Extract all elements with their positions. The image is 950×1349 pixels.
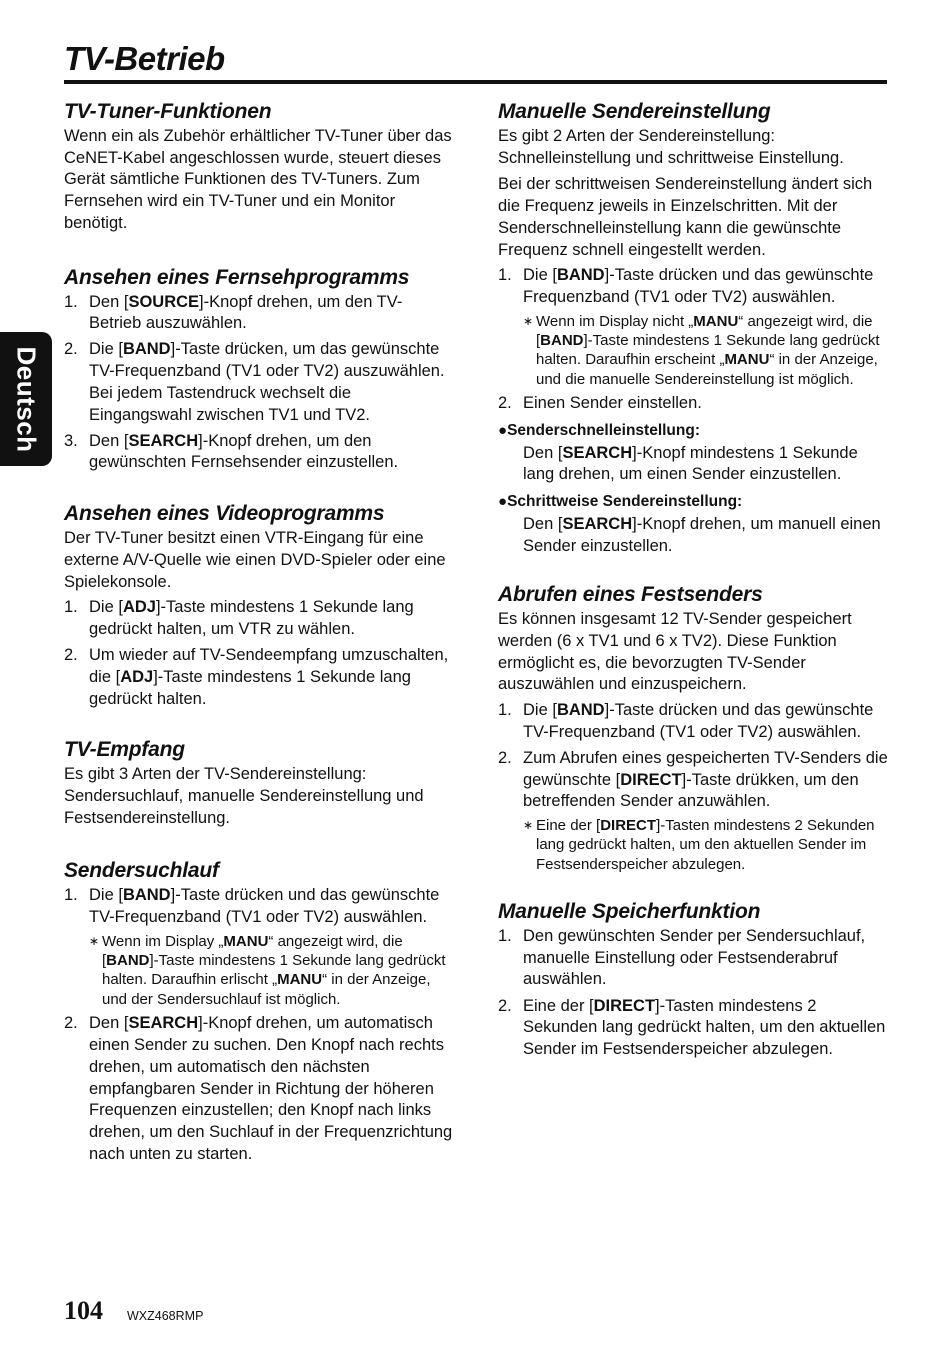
list-item: 1. Die [BAND]-Taste drücken und das gewünschte TV-Frequenzband (TV1 oder TV2) auswählen. <box>498 701 874 741</box>
paragraph: Es gibt 2 Arten der Sendereinstellung: Schnelleinstellung und schrittweise Einstellung. <box>498 127 844 167</box>
list-item: 2. Um wieder auf TV-Sendeempfang umzuschalten, die [ADJ]-Taste mindestens 1 Sekunde lang gedrückt halten. <box>64 646 449 708</box>
section-tv-tuner-funktionen <box>64 98 454 235</box>
section-heading: Abrufen eines Festsenders <box>498 583 763 607</box>
section-heading: Sendersuchlauf <box>64 859 219 883</box>
bullet-text: Den [SEARCH]-Knopf mindestens 1 Sekunde lang drehen, um einen Sender einzustellen. <box>523 443 858 484</box>
section-tv-empfang <box>64 736 454 829</box>
section-festsender <box>498 581 890 874</box>
list-item: 2. Den [SEARCH]-Knopf drehen, um automatisch einen Sender zu suchen. Den Knopf nach rechts drehen, um automatisch den nächsten empfangbaren Sender in Richtung der höheren Frequenzen einzustellen; den Knopf nach links drehen, um den Suchlauf in der Frequenzrichtung nach unten zu starten. <box>64 1014 453 1163</box>
paragraph: Wenn ein als Zubehör erhältlicher TV-Tuner über das CeNET-Kabel angeschlossen wurde, steuert dieses Gerät sämtliche Funktionen des TV-Tuners. Zum Fernsehen wird ein TV-Tuner und ein Monitor benötigt. <box>64 127 452 232</box>
section-heading: Ansehen eines Fernsehprogramms <box>64 265 410 289</box>
note: ∗ Wenn im Display nicht „MANU“ angezeigt wird, die [BAND]-Taste mindestens 1 Sekunde lang gedrückt halten. Daraufhin erscheint „MANU“ in der Anzeige, und die manuelle Sendereinstellung ist möglich. <box>523 312 880 388</box>
section-heading: TV-Tuner-Funktionen <box>64 100 272 123</box>
paragraph: Bei der schrittweisen Sendereinstellung ändert sich die Frequenz jeweils in Einzelschritten. Mit der Senderschnelleinstellung kann die gewünschte Frequenz schnell eingestellt werden. <box>498 175 873 259</box>
left-column <box>64 98 454 1170</box>
list-item: 1. Die [BAND]-Taste drücken und das gewünschte TV-Frequenzband (TV1 oder TV2) auswählen. ∗ Wenn im Display „MANU“ angezeigt wird, die [BAND]-Taste mindestens 1 Sekunde lang gedrückt halten. Daraufhin erlischt „MANU“ in der Anzeige, und der Sendersuchlauf ist möglich. <box>64 885 454 1009</box>
list-item: 1. Den [SOURCE]-Knopf drehen, um den TV-Betrieb auszuwählen. <box>64 292 403 333</box>
note: ∗ Wenn im Display „MANU“ angezeigt wird, die [BAND]-Taste mindestens 1 Sekunde lang gedrückt halten. Daraufhin erlischt „MANU“ in der Anzeige, und der Sendersuchlauf ist möglich. <box>89 932 446 1008</box>
title-rule <box>64 80 887 84</box>
language-side-tab <box>0 332 52 466</box>
section-sendersuchlauf <box>64 857 454 1165</box>
section-heading: Manuelle Speicherfunktion <box>498 900 761 924</box>
list-item: 2. Zum Abrufen eines gespeicherten TV-Senders die gewünschte [DIRECT]-Taste drükken, um den betreffenden Sender anzuwählen. ∗ Eine der [DIRECT]-Tasten mindestens 2 Sekunden lang gedrückt halten, um den aktuellen Sender im Festsenderspeicher abzulegen. <box>498 748 890 874</box>
model-number: WXZ468RMP <box>127 1309 204 1323</box>
list-item: 3. Den [SEARCH]-Knopf drehen, um den gewünschten Fernsehsender einzustellen. <box>64 431 399 472</box>
right-column <box>498 98 890 1065</box>
section-manuelle-sendereinstellung <box>498 98 890 557</box>
section-heading: Ansehen eines Videoprogramms <box>64 502 385 526</box>
list-item: 2. Eine der [DIRECT]-Tasten mindestens 2 Sekunden lang gedrückt halten, um den aktuellen Sender im Festsenderspeicher abzulegen. <box>498 996 886 1059</box>
section-speicherfunktion <box>498 898 890 1061</box>
page-title: TV-Betrieb <box>64 40 225 77</box>
page-number: 104 <box>64 1296 103 1325</box>
section-videoprogramm <box>64 500 454 710</box>
bullet-text: Den [SEARCH]-Knopf drehen, um manuell einen Sender einzustellen. <box>523 514 881 555</box>
section-fernsehprogramm <box>64 264 454 475</box>
list-item: 1. Die [ADJ]-Taste mindestens 1 Sekunde lang gedrückt halten, um VTR zu wählen. <box>64 598 414 638</box>
list-item: 1. Den gewünschten Sender per Sendersuchlauf, manuelle Einstellung oder Festsenderabruf auswählen. <box>498 927 866 989</box>
bullet-heading: ●Schrittweise Sendereinstellung: <box>498 492 743 510</box>
paragraph: Es können insgesamt 12 TV-Sender gespeichert werden (6 x TV1 und 6 x TV2). Diese Funktion ermöglicht es, die bevorzugten TV-Sender auszuwählen und einzuspeichern. <box>498 610 852 694</box>
section-heading: Manuelle Sendereinstellung <box>498 100 771 123</box>
bullet-heading: ●Senderschnelleinstellung: <box>498 421 700 439</box>
list-item: 1. Die [BAND]-Taste drücken und das gewünschte Frequenzband (TV1 oder TV2) auswählen. ∗ Wenn im Display nicht „MANU“ angezeigt wird, die [BAND]-Taste mindestens 1 Sekunde lang gedrückt halten. Daraufhin erscheint „MANU“ in der Anzeige, und die manuelle Sendereinstellung ist möglich. <box>498 265 890 389</box>
paragraph: Der TV-Tuner besitzt einen VTR-Eingang für eine externe A/V-Quelle wie einen DVD-Spieler oder eine Spielekonsole. <box>64 529 446 591</box>
note: ∗ Eine der [DIRECT]-Tasten mindestens 2 Sekunden lang gedrückt halten, um den aktuellen Sender im Festsenderspeicher abzulegen. <box>523 817 875 873</box>
side-tab-label: Deutsch <box>11 345 42 453</box>
paragraph: Es gibt 3 Arten der TV-Sendereinstellung: Sendersuchlauf, manuelle Sendereinstellung und Festsendereinstellung. <box>64 765 424 827</box>
list-item: 2. Die [BAND]-Taste drücken, um das gewünschte TV-Frequenzband (TV1 oder TV2) auszuwählen. Bei jedem Tastendruck wechselt die Eingangswahl zwischen TV1 und TV2. <box>64 340 445 424</box>
list-item: 2. Einen Sender einstellen. <box>498 394 702 413</box>
section-heading: TV-Empfang <box>64 738 185 762</box>
